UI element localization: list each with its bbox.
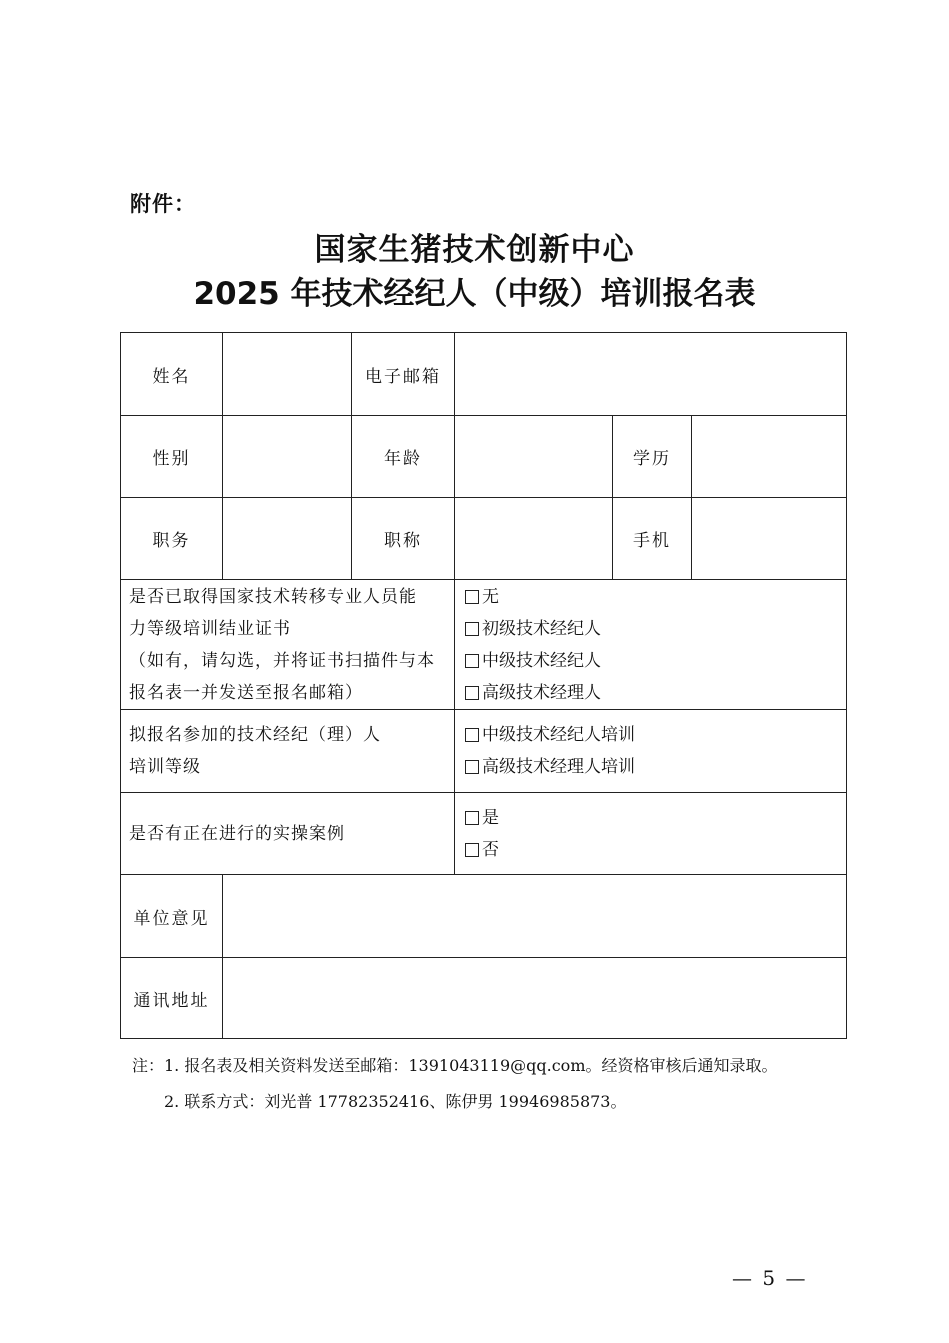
option-label: 高级技术经理人培训: [482, 757, 635, 777]
checkbox-icon[interactable]: [465, 590, 479, 604]
checkbox-icon[interactable]: [465, 811, 479, 825]
age-label: 年龄: [352, 416, 455, 498]
option-label: 初级技术经纪人: [482, 618, 601, 639]
case-question: 是否有正在进行的实操案例: [121, 793, 455, 875]
certificate-question-line4: 报名表一并发送至报名邮箱）: [129, 682, 363, 703]
training-level-question-line1: 拟报名参加的技术经纪（理）人: [129, 725, 381, 745]
certificate-option-intermediate[interactable]: [465, 645, 846, 677]
certificate-question: [121, 580, 455, 710]
note-line2: 2. 联系方式：刘光普 17782352416、陈伊男 19946985873。: [164, 1092, 627, 1111]
name-label: 姓名: [121, 333, 223, 416]
education-field[interactable]: [692, 416, 847, 498]
note-line1: 注：1. 报名表及相关资料发送至邮箱：1391043119@qq.com。经资格审核后通知录取。: [132, 1056, 778, 1075]
address-field[interactable]: [223, 958, 847, 1039]
certificate-options: [455, 580, 847, 710]
checkbox-icon[interactable]: [465, 728, 479, 742]
option-label: 是: [482, 807, 499, 828]
training-level-options: [455, 710, 847, 793]
email-label: 电子邮箱: [352, 333, 455, 416]
option-label: 中级技术经纪人培训: [482, 725, 635, 745]
attachment-label: 附件：: [130, 192, 196, 216]
phone-field[interactable]: [692, 498, 847, 580]
option-label: 否: [482, 839, 499, 860]
certificate-option-none[interactable]: [465, 581, 846, 613]
gender-field[interactable]: [223, 416, 352, 498]
training-option-senior[interactable]: [465, 751, 846, 783]
certificate-question-line3: （如有，请勾选，并将证书扫描件与本: [129, 650, 435, 671]
form-title-line2: 2025 年技术经纪人（中级）培训报名表: [193, 276, 756, 312]
case-option-yes[interactable]: [465, 802, 846, 834]
gender-label: 性别: [121, 416, 223, 498]
checkbox-icon[interactable]: [465, 760, 479, 774]
education-label: 学历: [613, 416, 692, 498]
age-field[interactable]: [455, 416, 613, 498]
name-field[interactable]: [223, 333, 352, 416]
position-field[interactable]: [223, 498, 352, 580]
phone-label: 手机: [613, 498, 692, 580]
checkbox-icon[interactable]: [465, 843, 479, 857]
address-label: 通讯地址: [121, 958, 223, 1039]
certificate-question-line2: 力等级培训结业证书: [129, 618, 291, 639]
checkbox-icon[interactable]: [465, 686, 479, 700]
training-level-question: [121, 710, 455, 793]
option-label: 中级技术经纪人: [482, 650, 601, 671]
position-label: 职务: [121, 498, 223, 580]
page-number: — 5 —: [732, 1266, 808, 1290]
form-title-line1: 国家生猪技术创新中心: [314, 232, 635, 268]
title-field[interactable]: [455, 498, 613, 580]
checkbox-icon[interactable]: [465, 622, 479, 636]
option-label: 无: [482, 586, 499, 607]
certificate-option-senior[interactable]: [465, 677, 846, 709]
registration-form-table: [120, 332, 847, 1039]
notes: [132, 1048, 778, 1120]
training-level-question-line2: 培训等级: [129, 757, 201, 777]
case-options: [455, 793, 847, 875]
email-field[interactable]: [455, 333, 847, 416]
option-label: 高级技术经理人: [482, 682, 601, 703]
unit-opinion-label: 单位意见: [121, 875, 223, 958]
training-option-intermediate[interactable]: [465, 719, 846, 751]
title-label: 职称: [352, 498, 455, 580]
case-option-no[interactable]: [465, 834, 846, 866]
certificate-question-line1: 是否已取得国家技术转移专业人员能: [129, 586, 417, 607]
unit-opinion-field[interactable]: [223, 875, 847, 958]
certificate-option-junior[interactable]: [465, 613, 846, 645]
checkbox-icon[interactable]: [465, 654, 479, 668]
